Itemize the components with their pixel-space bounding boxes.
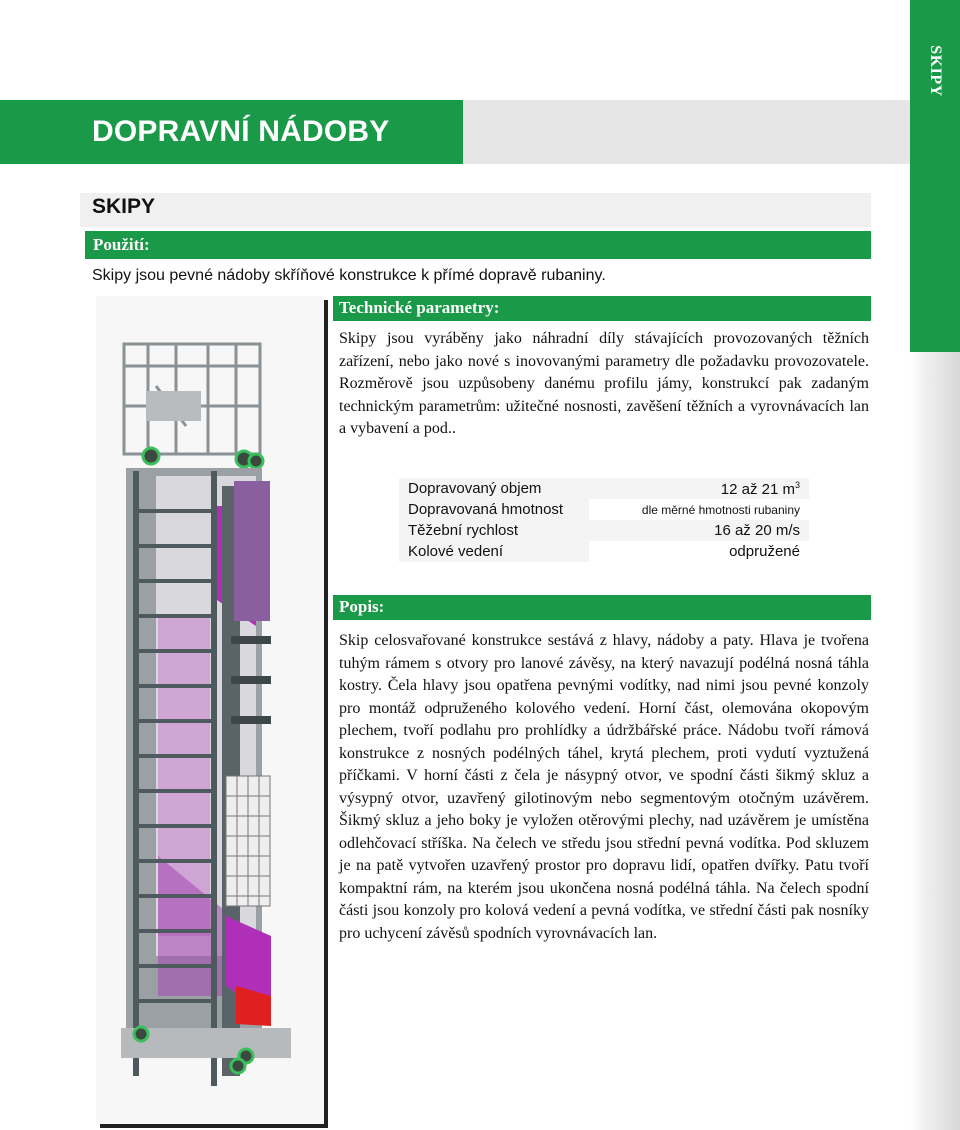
skip-drawing [96, 296, 324, 1124]
tech-heading-bar [333, 296, 871, 321]
guide-wheel [231, 1059, 245, 1073]
side-tab [910, 0, 960, 352]
side-strip [910, 352, 960, 1130]
params-table [399, 478, 809, 562]
table-row [399, 520, 809, 541]
param-label: Těžební rychlost [399, 520, 589, 541]
param-label: Dopravovaný objem [399, 478, 589, 499]
skip-illustration [96, 296, 324, 1124]
param-label: Kolové vedení [399, 541, 589, 562]
param-label: Dopravovaná hmotnost [399, 499, 589, 520]
guide-wheel [134, 1027, 148, 1041]
skip-upper-hopper [234, 481, 270, 621]
popis-paragraph: Skip celosvařované konstrukce sestává z hlavy, nádoby a paty. Hlava je tvořena tuhým rámem s otvory pro lanové závěsy, na který navazují podélná nosná táhla kostry. Čela hlavy jsou opatřena pevnými vodítky, nad nimi jsou pevné konzoly pro montáž odpruženého kolového vedení. Horní část, olemována okopovým plechem, tvoří podlahu pro prohlídky a údržbářské práce. Nádobu tvoří rámová konstrukce z nosných podélných táhel, krytá plechem, proti vydutí vyztužená příčkami. V horní části z čela je násypný otvor, ve spodní části šikmý skluz a výsypný otvor, uzavřený gilotinovým nebo segmentovým otočným uzávěrem. Šikmý skluz a jeho boky je vyložen otěrovými plechy, nad uzávěrem je umístěna odlehčovací stříška. Na čelech ve středu jsou střední pevná vodítka. Pod skluzem je na patě vytvořen uzavřený prostor pro dopravu lidí, opatřen dvířky. Patu tvoří kompaktní rám, na kterém jsou ukončena nosná podélná táhla. Na čelech spodní části jsou konzoly pro kolová vedení a pevná vodítka, ve střední části pak nosníky pro uchycení závěsů spodních vyrovnávacích lan. [339, 632, 869, 942]
side-tab-label: SKIPY [927, 45, 944, 97]
guide-wheel [249, 454, 263, 468]
tech-paragraph: Skipy jsou vyráběny jako náhradní díly stávajících provozovaných těžních zařízení, nebo jako nové s inovovanými parametry dle požadavku provozovatele. Rozměrově jsou uzpůsobeny danému profilu jámy, konstrukcí pak zadaným technickým parametrům: užitečné nosnosti, zavěšení těžních a vyrovnávacích lan a vybavení a pod.. [339, 330, 869, 437]
table-row [399, 499, 809, 520]
pouziti-heading-bar [85, 231, 871, 259]
param-value: dle měrné hmotnosti rubaniny [589, 499, 809, 520]
popis-heading-bar [333, 595, 871, 620]
param-value: odpružené [589, 541, 809, 562]
page-title: DOPRAVNÍ NÁDOBY [92, 115, 390, 148]
param-value: 16 až 20 m/s [589, 520, 809, 541]
table-row [399, 478, 809, 499]
table-row [399, 541, 809, 562]
guide-wheel [143, 448, 159, 464]
section-bar [80, 193, 871, 227]
skip-grate [226, 776, 270, 906]
popis-heading: Popis: [339, 597, 385, 616]
pouziti-heading: Použití: [93, 235, 150, 254]
param-value: 12 až 21 $m^3$ [589, 478, 809, 499]
skip-head-plate [146, 391, 201, 421]
section-title: SKIPY [92, 195, 156, 218]
tech-heading: Technické parametry: [339, 298, 500, 317]
pouziti-text: Skipy jsou pevné nádoby skříňové konstrukce k přímé dopravě rubaniny. [92, 267, 606, 284]
